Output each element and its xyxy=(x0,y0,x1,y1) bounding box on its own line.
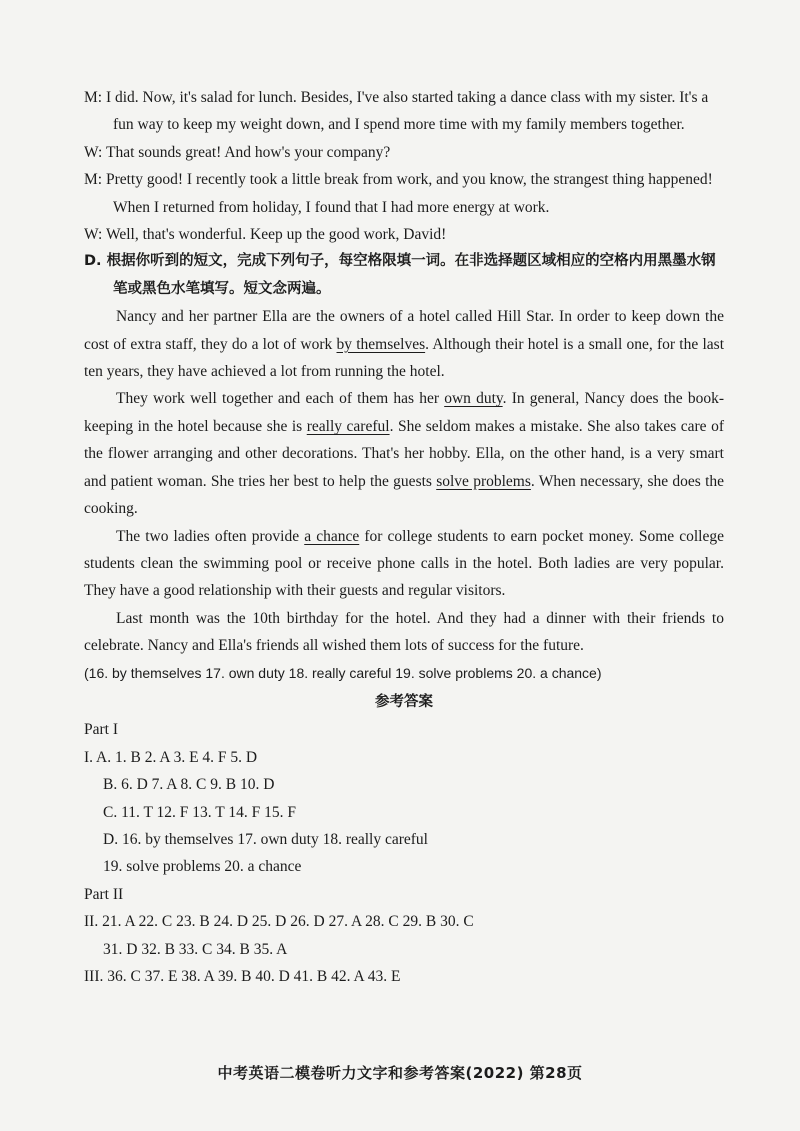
answer-line: I. A. 1. B 2. A 3. E 4. F 5. D xyxy=(84,748,258,766)
answer-underline: a chance xyxy=(304,527,360,545)
passage-paragraph-2: They work well together and each of them has her own duty. In general, Nancy does the book-keeping in the hotel because she is really careful. She seldom makes a mistake. She also takes care of the flower arranging and other decorations. That's her hobby. Ella, on the other hand, is a very smart and patient woman. She tries her best to help the guests solve problems. When necessary, she does the cooking. xyxy=(84,390,725,518)
dialogue-text: Well, that's wonderful. Keep up the good work, David! xyxy=(105,226,447,244)
passage-paragraph-1: Nancy and her partner Ella are the owners of a hotel called Hill Star. In order to keep down the cost of extra staff, they do a lot of work by themselves. Although their hotel is a small one, for the last ten years, they have achieved a lot from running the hotel. xyxy=(84,308,724,381)
answer-underline: really careful xyxy=(306,417,390,435)
answer-line: D. 16. by themselves 17. own duty 18. really careful xyxy=(103,830,428,848)
reference-answers-title: 参考答案 xyxy=(375,693,433,710)
page-content xyxy=(84,84,724,990)
instruction-text: 根据你听到的短文，完成下列句子，每空格限填一词。在非选择题区域相应的空格内用黑墨水钢笔或黑色水笔填写。短文念两遍。 xyxy=(106,253,716,297)
answer-underline: own duty xyxy=(444,390,503,408)
dialogue-text: Pretty good! I recently took a little break from work, and you know, the strangest thing happened! When I returned from holiday, I found that I had more energy at work. xyxy=(105,171,713,216)
answer-line: B. 6. D 7. A 8. C 9. B 10. D xyxy=(103,776,275,794)
part-1-label: Part I xyxy=(84,721,119,739)
answer-line: II. 21. A 22. C 23. B 24. D 25. D 26. D 27. A 28. C 29. B 30. C xyxy=(84,913,474,931)
speaker-label: W: xyxy=(84,143,103,161)
dialogue-line-1 xyxy=(84,84,724,139)
answer-line: 19. solve problems 20. a chance xyxy=(103,858,302,876)
speaker-label: M: xyxy=(84,89,103,106)
dialogue-text: I did. Now, it's salad for lunch. Besides, I've also started taking a dance class with my sister. It's a fun way to keep my weight down, and I spend more time with my family members together. xyxy=(105,89,709,134)
speaker-label: W: xyxy=(84,226,103,244)
answer-line: C. 11. T 12. F 13. T 14. F 15. F xyxy=(103,803,296,821)
answer-key-line: (16. by themselves 17. own duty 18. really careful 19. solve problems 20. a chance) xyxy=(84,664,602,681)
answer-underline: solve problems xyxy=(436,472,531,490)
page-footer: 中考英语二模卷听力文字和参考答案(2022) 第28页 xyxy=(217,1064,583,1082)
dialogue-text: That sounds great! And how's your company? xyxy=(105,143,391,161)
section-label: D. xyxy=(84,253,102,270)
section-d-instruction xyxy=(84,248,724,303)
answer-line: III. 36. C 37. E 38. A 39. B 40. D 41. B 42. A 43. E xyxy=(84,968,401,985)
dialogue-line-2 xyxy=(84,139,724,166)
dialogue-line-4 xyxy=(84,221,724,248)
speaker-label: M: xyxy=(84,171,103,189)
passage-paragraph-4: Last month was the 10th birthday for the hotel. And they had a dinner with their friends to celebrate. Nancy and Ella's friends all wished them lots of success for the future. xyxy=(84,609,724,655)
passage-paragraph-3: The two ladies often provide a chance for college students to earn pocket money. Some college students clean the swimming pool or receive phone calls in the hotel. Both ladies are very popular. They have a good relationship with their guests and regular visitors. xyxy=(84,527,724,600)
answer-line: 31. D 32. B 33. C 34. B 35. A xyxy=(103,940,288,958)
part-2-label: Part II xyxy=(84,885,124,903)
dialogue-line-3 xyxy=(84,166,724,221)
answer-underline: by themselves xyxy=(336,335,426,353)
